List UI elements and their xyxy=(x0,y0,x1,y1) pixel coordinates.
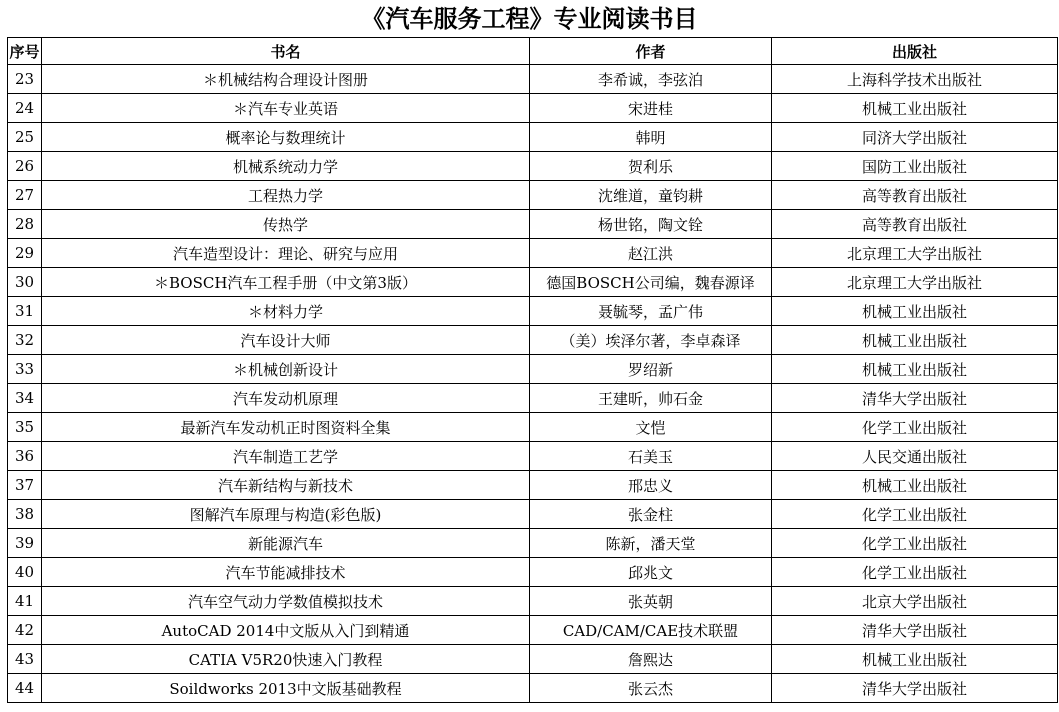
table-row xyxy=(8,500,1058,529)
cell-book-title: 汽车制造工艺学 xyxy=(42,442,530,471)
cell-publisher: 机械工业出版社 xyxy=(772,326,1058,355)
cell-publisher: 机械工业出版社 xyxy=(772,355,1058,384)
cell-index: 28 xyxy=(8,210,42,239)
cell-index: 43 xyxy=(8,645,42,674)
cell-publisher: 高等教育出版社 xyxy=(772,210,1058,239)
cell-author: 石美玉 xyxy=(530,442,772,471)
cell-publisher: 机械工业出版社 xyxy=(772,645,1058,674)
cell-book-title: 汽车设计大师 xyxy=(42,326,530,355)
page-title: 《汽车服务工程》专业阅读书目 xyxy=(361,4,698,33)
cell-book-title: ＊汽车专业英语 xyxy=(42,94,530,123)
header-index: 序号 xyxy=(8,38,42,65)
cell-book-title: 新能源汽车 xyxy=(42,529,530,558)
table-row xyxy=(8,471,1058,500)
cell-author: 文恺 xyxy=(530,413,772,442)
table-row xyxy=(8,587,1058,616)
table-row xyxy=(8,645,1058,674)
header-book: 书名 xyxy=(42,38,530,65)
cell-book-title: AutoCAD 2014中文版从入门到精通 xyxy=(42,616,530,645)
cell-publisher: 人民交通出版社 xyxy=(772,442,1058,471)
table-row xyxy=(8,384,1058,413)
cell-index: 26 xyxy=(8,152,42,181)
cell-book-title: 概率论与数理统计 xyxy=(42,123,530,152)
cell-publisher: 高等教育出版社 xyxy=(772,181,1058,210)
cell-index: 40 xyxy=(8,558,42,587)
table-row xyxy=(8,616,1058,645)
cell-author: 沈维道，童钧耕 xyxy=(530,181,772,210)
cell-book-title: ＊机械结构合理设计图册 xyxy=(42,65,530,94)
table-row xyxy=(8,297,1058,326)
cell-author: 聂毓琴，孟广伟 xyxy=(530,297,772,326)
cell-book-title: 汽车发动机原理 xyxy=(42,384,530,413)
cell-index: 32 xyxy=(8,326,42,355)
cell-publisher: 机械工业出版社 xyxy=(772,94,1058,123)
cell-index: 34 xyxy=(8,384,42,413)
cell-book-title: ＊机械创新设计 xyxy=(42,355,530,384)
table-row xyxy=(8,326,1058,355)
table-row xyxy=(8,558,1058,587)
table-row xyxy=(8,442,1058,471)
cell-author: 陈新，潘天堂 xyxy=(530,529,772,558)
cell-author: 韩明 xyxy=(530,123,772,152)
cell-publisher: 机械工业出版社 xyxy=(772,297,1058,326)
table-row xyxy=(8,355,1058,384)
cell-author: 杨世铭，陶文铨 xyxy=(530,210,772,239)
cell-book-title: 汽车节能减排技术 xyxy=(42,558,530,587)
cell-index: 37 xyxy=(8,471,42,500)
cell-publisher: 清华大学出版社 xyxy=(772,616,1058,645)
cell-publisher: 机械工业出版社 xyxy=(772,471,1058,500)
cell-publisher: 国防工业出版社 xyxy=(772,152,1058,181)
cell-author: 罗绍新 xyxy=(530,355,772,384)
table-row xyxy=(8,123,1058,152)
cell-index: 38 xyxy=(8,500,42,529)
cell-book-title: ＊BOSCH汽车工程手册（中文第3版） xyxy=(42,268,530,297)
table-row xyxy=(8,210,1058,239)
cell-book-title: 传热学 xyxy=(42,210,530,239)
cell-publisher: 上海科学技术出版社 xyxy=(772,65,1058,94)
cell-book-title: 汽车空气动力学数值模拟技术 xyxy=(42,587,530,616)
cell-index: 42 xyxy=(8,616,42,645)
table-row xyxy=(8,65,1058,94)
cell-index: 41 xyxy=(8,587,42,616)
table-row xyxy=(8,94,1058,123)
cell-publisher: 化学工业出版社 xyxy=(772,558,1058,587)
table-row xyxy=(8,181,1058,210)
reading-list-table xyxy=(7,37,1058,703)
cell-book-title: 图解汽车原理与构造(彩色版) xyxy=(42,500,530,529)
cell-book-title: 最新汽车发动机正时图资料全集 xyxy=(42,413,530,442)
cell-author: 张英朝 xyxy=(530,587,772,616)
table-row xyxy=(8,152,1058,181)
table-header-row xyxy=(8,38,1058,65)
cell-publisher: 北京大学出版社 xyxy=(772,587,1058,616)
cell-author: 宋进桂 xyxy=(530,94,772,123)
cell-index: 33 xyxy=(8,355,42,384)
cell-index: 27 xyxy=(8,181,42,210)
cell-publisher: 同济大学出版社 xyxy=(772,123,1058,152)
cell-publisher: 清华大学出版社 xyxy=(772,674,1058,703)
cell-index: 35 xyxy=(8,413,42,442)
cell-author: 邱兆文 xyxy=(530,558,772,587)
cell-book-title: 工程热力学 xyxy=(42,181,530,210)
cell-author: 德国BOSCH公司编，魏春源译 xyxy=(530,268,772,297)
cell-publisher: 化学工业出版社 xyxy=(772,500,1058,529)
header-publisher: 出版社 xyxy=(772,38,1058,65)
cell-index: 25 xyxy=(8,123,42,152)
cell-book-title: 汽车新结构与新技术 xyxy=(42,471,530,500)
header-author: 作者 xyxy=(530,38,772,65)
table-body xyxy=(8,65,1058,703)
cell-publisher: 北京理工大学出版社 xyxy=(772,239,1058,268)
cell-index: 36 xyxy=(8,442,42,471)
cell-index: 30 xyxy=(8,268,42,297)
cell-book-title: CATIA V5R20快速入门教程 xyxy=(42,645,530,674)
cell-author: CAD/CAM/CAE技术联盟 xyxy=(530,616,772,645)
cell-author: （美）埃泽尔著，李卓森译 xyxy=(530,326,772,355)
cell-publisher: 化学工业出版社 xyxy=(772,529,1058,558)
cell-book-title: ＊材料力学 xyxy=(42,297,530,326)
cell-index: 39 xyxy=(8,529,42,558)
cell-author: 张金柱 xyxy=(530,500,772,529)
table-row xyxy=(8,529,1058,558)
cell-author: 李希诚，李弦泊 xyxy=(530,65,772,94)
cell-index: 44 xyxy=(8,674,42,703)
table-row xyxy=(8,268,1058,297)
cell-author: 赵江洪 xyxy=(530,239,772,268)
cell-author: 王建昕，帅石金 xyxy=(530,384,772,413)
cell-book-title: 汽车造型设计：理论、研究与应用 xyxy=(42,239,530,268)
cell-author: 张云杰 xyxy=(530,674,772,703)
table-row xyxy=(8,239,1058,268)
cell-author: 詹熙达 xyxy=(530,645,772,674)
cell-publisher: 化学工业出版社 xyxy=(772,413,1058,442)
cell-index: 24 xyxy=(8,94,42,123)
cell-publisher: 北京理工大学出版社 xyxy=(772,268,1058,297)
cell-index: 29 xyxy=(8,239,42,268)
table-row xyxy=(8,413,1058,442)
cell-publisher: 清华大学出版社 xyxy=(772,384,1058,413)
table-row xyxy=(8,674,1058,703)
cell-author: 邢忠义 xyxy=(530,471,772,500)
cell-book-title: 机械系统动力学 xyxy=(42,152,530,181)
cell-author: 贺利乐 xyxy=(530,152,772,181)
cell-index: 31 xyxy=(8,297,42,326)
cell-book-title: Soildworks 2013中文版基础教程 xyxy=(42,674,530,703)
cell-index: 23 xyxy=(8,65,42,94)
